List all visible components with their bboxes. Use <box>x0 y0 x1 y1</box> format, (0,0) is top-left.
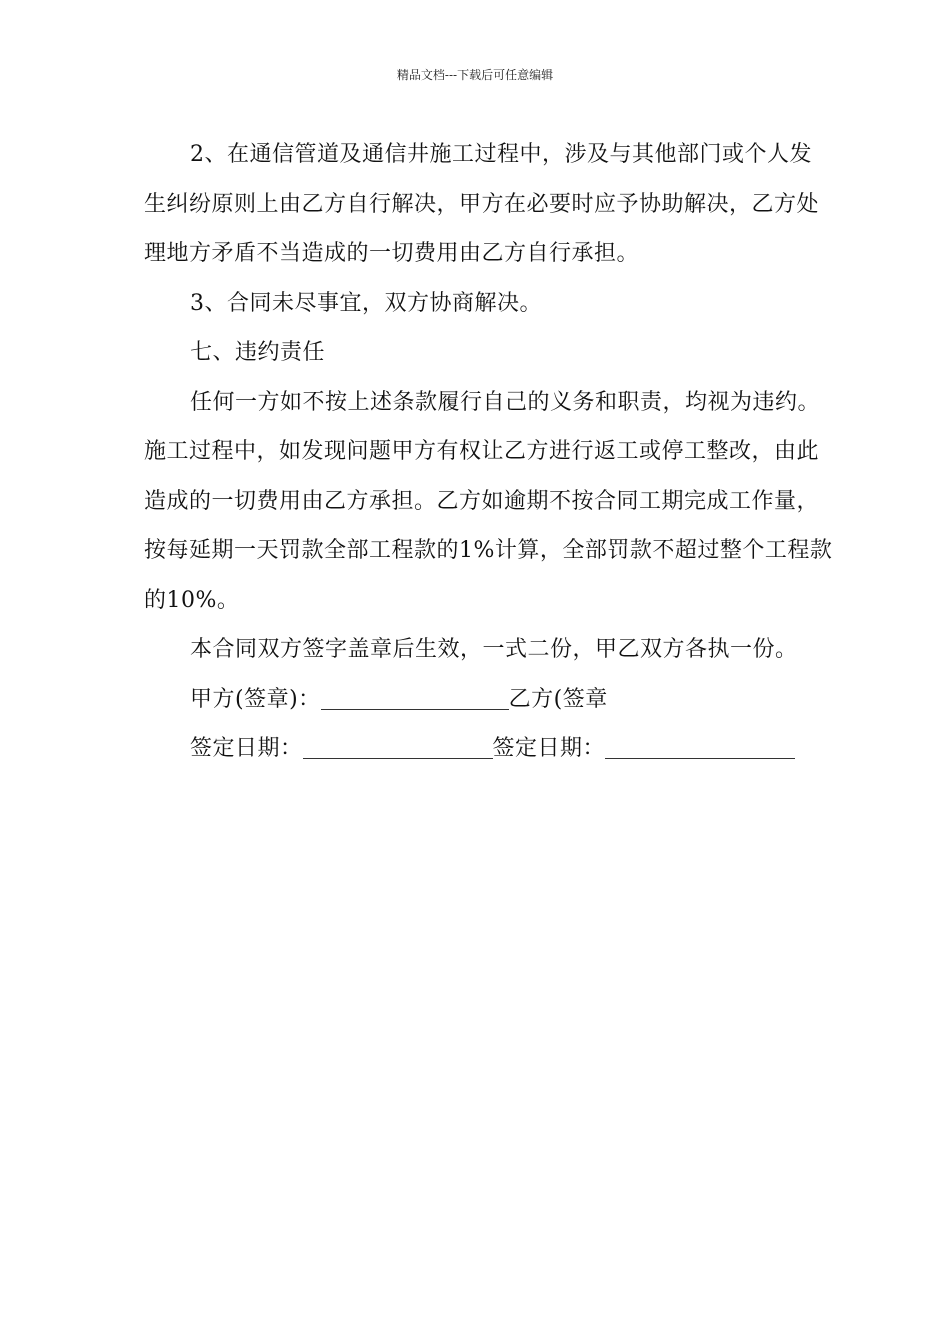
date-blank-a[interactable] <box>303 757 493 759</box>
document-body <box>144 130 834 774</box>
party-b-sign-label: 乙方(签章 <box>508 686 608 712</box>
effect-paragraph: 本合同双方签字盖章后生效，一式二份，甲乙双方各执一份。 <box>190 637 798 662</box>
signature-line <box>144 675 834 725</box>
date-blank-b[interactable] <box>605 757 795 759</box>
date-label-a: 签定日期： <box>190 736 303 761</box>
date-line <box>144 724 834 774</box>
clause-paragraph-3: 3、合同未尽事宜，双方协商解决。 <box>190 290 542 316</box>
clause-paragraph-2: 2、在通信管道及通信井施工过程中，涉及与其他部门或个人发生纠纷原则上由乙方自行解决，甲方在必要时应予协助解决，乙方处理地方矛盾不当造成的一切费用由乙方自行承担。 <box>144 142 820 266</box>
breach-paragraph: 任何一方如不按上述条款履行自己的义务和职责，均视为违约。施工过程中，如发现问题甲方有权让乙方进行返工或停工整改，由此造成的一切费用由乙方承担。乙方如逾期不按合同工期完成工作量，按每延期一天罚款全部工程款的1%计算，全部罚款不超过整个工程款的10%。 <box>144 389 833 613</box>
date-label-b: 签定日期： <box>492 736 606 761</box>
section-heading-breach: 七、违约责任 <box>190 340 326 365</box>
party-a-sign-blank[interactable] <box>321 708 509 710</box>
party-a-sign-label: 甲方(签章)： <box>190 686 321 712</box>
document-header: 精品文档---下载后可任意编辑 <box>396 68 554 82</box>
